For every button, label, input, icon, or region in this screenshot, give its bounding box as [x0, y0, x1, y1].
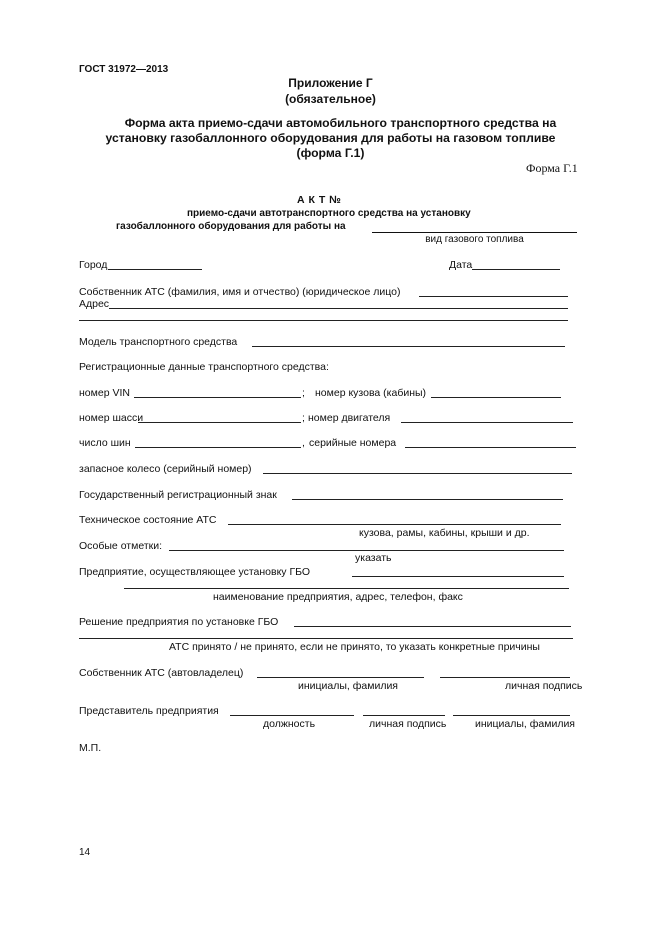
- notes-label: Особые отметки:: [79, 540, 163, 552]
- address-label: Адрес: [79, 298, 110, 310]
- serials-line[interactable]: [405, 447, 576, 448]
- appendix-status: (обязательное): [285, 92, 376, 106]
- notes-hint: указать: [355, 552, 392, 564]
- fuel-type-hint: вид газового топлива: [425, 234, 524, 245]
- rep-position-hint: должность: [263, 718, 316, 730]
- notes-line[interactable]: [169, 550, 564, 551]
- appendix-title: Приложение Г: [288, 76, 373, 90]
- chassis-label: номер шасси: [79, 412, 144, 424]
- owner-name-line[interactable]: [257, 677, 424, 678]
- registration-label: Регистрационные данные транспортного средства:: [79, 361, 329, 373]
- city-label: Город: [79, 259, 108, 271]
- date-label: Дата: [449, 259, 473, 271]
- rep-position-line[interactable]: [230, 715, 354, 716]
- installer-label: Предприятие, осуществляющее установку ГБО: [79, 566, 311, 578]
- date-line[interactable]: [472, 269, 560, 270]
- body-number-line[interactable]: [431, 397, 561, 398]
- standard-number: ГОСТ 31972—2013: [79, 64, 169, 75]
- rep-signature-hint: личная подпись: [369, 718, 447, 730]
- decision-label: Решение предприятия по установке ГБО: [79, 616, 279, 628]
- serials-label: серийные номера: [309, 437, 397, 449]
- chassis-line[interactable]: [138, 422, 301, 423]
- vin-separator: ;: [302, 387, 305, 399]
- representative-label: Представитель предприятия: [79, 705, 219, 717]
- rep-signature-line[interactable]: [363, 715, 445, 716]
- model-label: Модель транспортного средства: [79, 336, 238, 348]
- condition-label: Техническое состояние АТС: [79, 514, 217, 526]
- engine-line[interactable]: [401, 422, 573, 423]
- installer-line-2[interactable]: [124, 588, 569, 589]
- decision-line-1[interactable]: [294, 626, 571, 627]
- spare-wheel-line[interactable]: [263, 473, 572, 474]
- act-subtitle-2: газобаллонного оборудования для работы на: [116, 221, 346, 232]
- condition-hint: кузова, рамы, кабины, крыши и др.: [359, 527, 530, 539]
- act-subtitle-1: приемо-сдачи автотранспортного средства на установку: [187, 208, 471, 219]
- address-line-1[interactable]: [109, 308, 568, 309]
- form-heading-line-3: (форма Г.1): [296, 146, 365, 160]
- plate-line[interactable]: [292, 499, 563, 500]
- condition-line[interactable]: [228, 524, 561, 525]
- chassis-separator: ;: [302, 412, 305, 424]
- spare-wheel-label: запасное колесо (серийный номер): [79, 463, 252, 475]
- decision-line-2[interactable]: [79, 638, 573, 639]
- plate-label: Государственный регистрационный знак: [79, 489, 277, 501]
- owner-signature-line[interactable]: [440, 677, 570, 678]
- owner-signature-hint: личная подпись: [505, 680, 583, 692]
- address-line-2[interactable]: [79, 320, 568, 321]
- page-number: 14: [79, 847, 91, 858]
- installer-hint: наименование предприятия, адрес, телефон, факс: [213, 591, 463, 603]
- owner-sign-label: Собственник АТС (автовладелец): [79, 667, 244, 679]
- fuel-type-line[interactable]: [372, 232, 577, 233]
- tires-label: число шин: [79, 437, 131, 449]
- tires-separator: ,: [302, 437, 305, 449]
- vin-line[interactable]: [134, 397, 301, 398]
- installer-line-1[interactable]: [352, 576, 564, 577]
- owner-name-hint: инициалы, фамилия: [298, 680, 398, 692]
- stamp-label: М.П.: [79, 742, 102, 754]
- form-label: Форма Г.1: [526, 161, 578, 175]
- form-heading-line-1: Форма акта приемо-сдачи автомобильного транспортного средства на: [124, 116, 557, 130]
- form-heading-line-2: установку газобаллонного оборудования для работы на газовом топливе: [105, 131, 556, 145]
- act-title: А К Т №: [297, 194, 341, 206]
- model-line[interactable]: [252, 346, 565, 347]
- engine-label: номер двигателя: [308, 412, 391, 424]
- owner-label: Собственник АТС (фамилия, имя и отчество) (юридическое лицо): [79, 286, 401, 298]
- tires-line[interactable]: [135, 447, 301, 448]
- body-number-label: номер кузова (кабины): [315, 387, 427, 399]
- decision-hint: АТС принято / не принято, если не принято, то указать конкретные причины: [169, 641, 540, 653]
- vin-label: номер VIN: [79, 387, 130, 399]
- city-line[interactable]: [108, 269, 202, 270]
- owner-line[interactable]: [419, 296, 568, 297]
- rep-name-line[interactable]: [453, 715, 570, 716]
- rep-name-hint: инициалы, фамилия: [475, 718, 575, 730]
